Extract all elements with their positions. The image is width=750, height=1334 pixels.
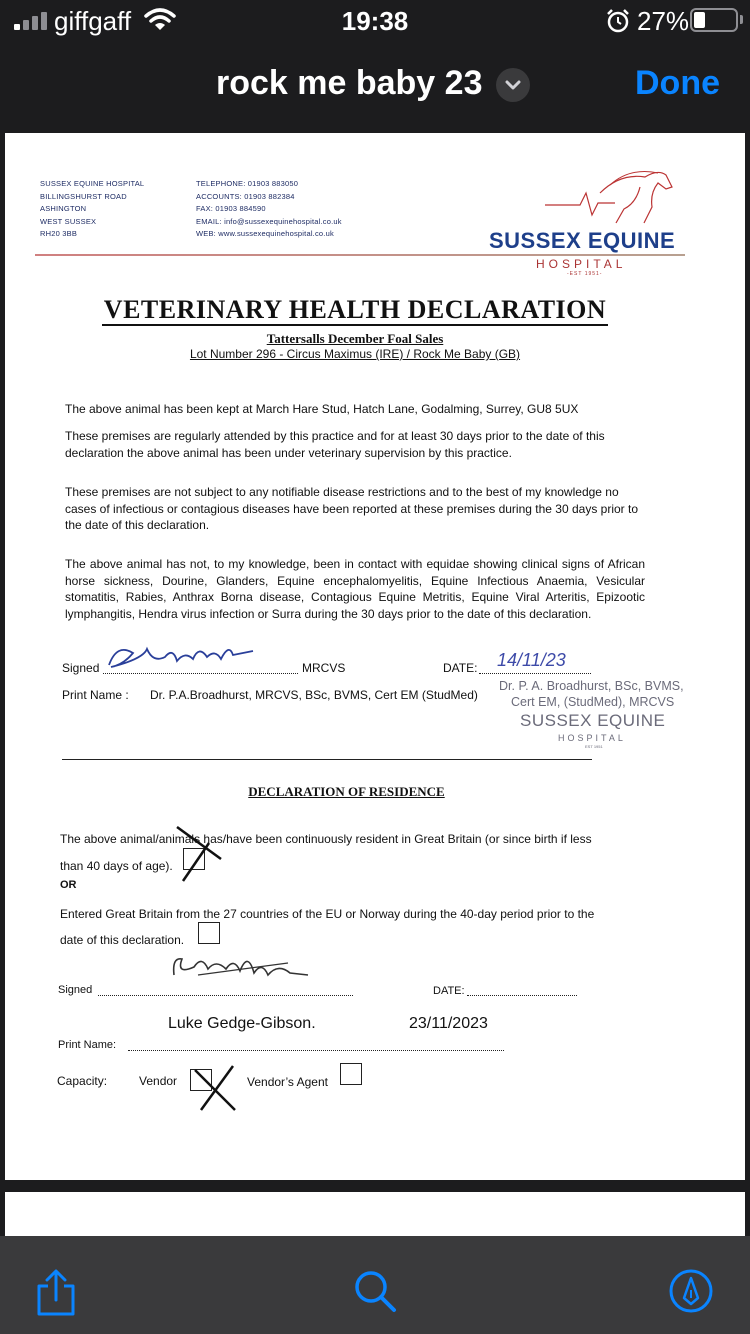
vet-signed-label: Signed [62,661,100,675]
section-separator [62,759,592,760]
owner-date-value: 23/11/2023 [409,1015,488,1032]
alarm-icon [606,8,630,34]
paragraph-contact: The above animal has not, to my knowledge, been in contact with equidae showing clinical signs of African horse sickness, Dourine, Glanders, Equine encephalomyelitis, Equine Infectious Anaemia, Vesicular stomatitis, Rabies, Anthrax Borna disease, Contagious Equine Metritis, Equine Viral Arteritis, Epizootic lymphangitis, Hendra virus infection or Surra during the 30 days prior to the date of this declaration. [65,557,645,621]
stamp-line-4: HOSPITAL [558,733,626,743]
status-bar [0,0,750,44]
owner-print-label: Print Name: [58,1039,117,1051]
owner-name-value: Luke Gedge-Gibson. [168,1015,316,1032]
vet-signature [103,639,263,675]
residence-line-1: The above animal/animals has/have been continuously resident in Great Britain (or since birth if less [60,832,592,846]
residence-line-3: Entered Great Britain from the 27 countries of the EU or Norway during the 40-day period prior to the [60,907,595,921]
agent-label: Vendor’s Agent [247,1075,328,1089]
carrier-name: giffgaff [54,6,132,36]
vet-print-value: Dr. P.A.Broadhurst, MRCVS, BSc, BVMS, Cert EM (StudMed) [150,688,478,702]
residence-line-4: date of this declaration. [60,933,185,947]
vet-date-value: 14/11/23 [497,650,566,670]
paragraph-premises: The above animal has been kept at March Hare Stud, Hatch Lane, Godalming, Surrey, GU8 5UX [65,402,579,416]
resident-check-mark [173,825,225,883]
stamp-line-2: Cert EM, (StudMed), MRCVS [511,695,675,709]
horse-logo-icon [540,163,680,233]
vet-print-label: Print Name : [62,688,129,702]
search-button[interactable] [352,1268,398,1314]
vet-date-label: DATE: [443,661,478,675]
chevron-down-icon [496,68,530,102]
owner-signed-label: Signed [58,984,93,996]
residence-line-2: than 40 days of age). [60,859,173,873]
owner-date-label: DATE: [433,985,465,997]
paragraph-attendance: These premises are regularly attended by this practice and for at least 30 days prior to the date of this declaration the above animal has been under veterinary supervision by this practice. [65,429,605,460]
logo-hospital: HOSPITAL [536,257,627,271]
letterhead-rule [35,254,685,256]
logo-est: -EST 1951- [567,271,603,277]
lot-line: Lot Number 296 - Circus Maximus (IRE) / Rock Me Baby (GB) [189,347,521,361]
done-button[interactable]: Done [635,64,720,102]
letterhead-address: SUSSEX EQUINE HOSPITAL BILLINGSHURST ROAD ASHINGTON WEST SUSSEX RH20 3BB [40,179,145,239]
mrcvs-label: MRCVS [302,661,346,675]
owner-signature [168,945,313,985]
search-icon [352,1268,398,1314]
sale-subtitle: Tattersalls December Foal Sales [266,331,444,346]
clock: 19:38 [341,6,409,36]
paragraph-restrictions: These premises are not subject to any notifiable disease restrictions and to the best of my knowledge no cases of infectious or contagious diseases have been reported at these premises during the 30 days prior to the date of this declaration. [65,485,639,532]
capacity-label: Capacity: [57,1074,108,1088]
battery-percent: 27% [637,6,690,36]
markup-button[interactable] [668,1268,714,1314]
vendor-check-mark [191,1062,239,1114]
stamp-line-5: EST 1951 [585,744,603,749]
battery-icon [690,8,738,32]
logo-name: SUSSEX EQUINE [489,228,676,253]
share-button[interactable] [33,1268,79,1314]
eu-entry-checkbox[interactable] [198,922,220,944]
title-menu-button[interactable] [496,68,530,102]
vendor-label: Vendor [139,1074,178,1088]
document-page[interactable] [5,133,745,1180]
stamp-line-3: SUSSEX EQUINE [520,711,666,730]
markup-icon [668,1268,714,1314]
stamp-line-1: Dr. P. A. Broadhurst, BSc, BVMS, [499,679,684,693]
letterhead-contact: TELEPHONE: 01903 883050 ACCOUNTS: 01903 882384 FAX: 01903 884590 EMAIL: info@sussexequinehospital.co.uk WEB: www.sussexequinehospital.co.uk [196,179,342,239]
document-title[interactable]: rock me baby 23 [216,64,483,102]
residence-title: DECLARATION OF RESIDENCE [248,784,445,799]
declaration-title: VETERINARY HEALTH DECLARATION [103,295,607,324]
agent-checkbox[interactable] [340,1063,362,1085]
share-icon [33,1268,79,1318]
or-label: OR [60,879,77,891]
